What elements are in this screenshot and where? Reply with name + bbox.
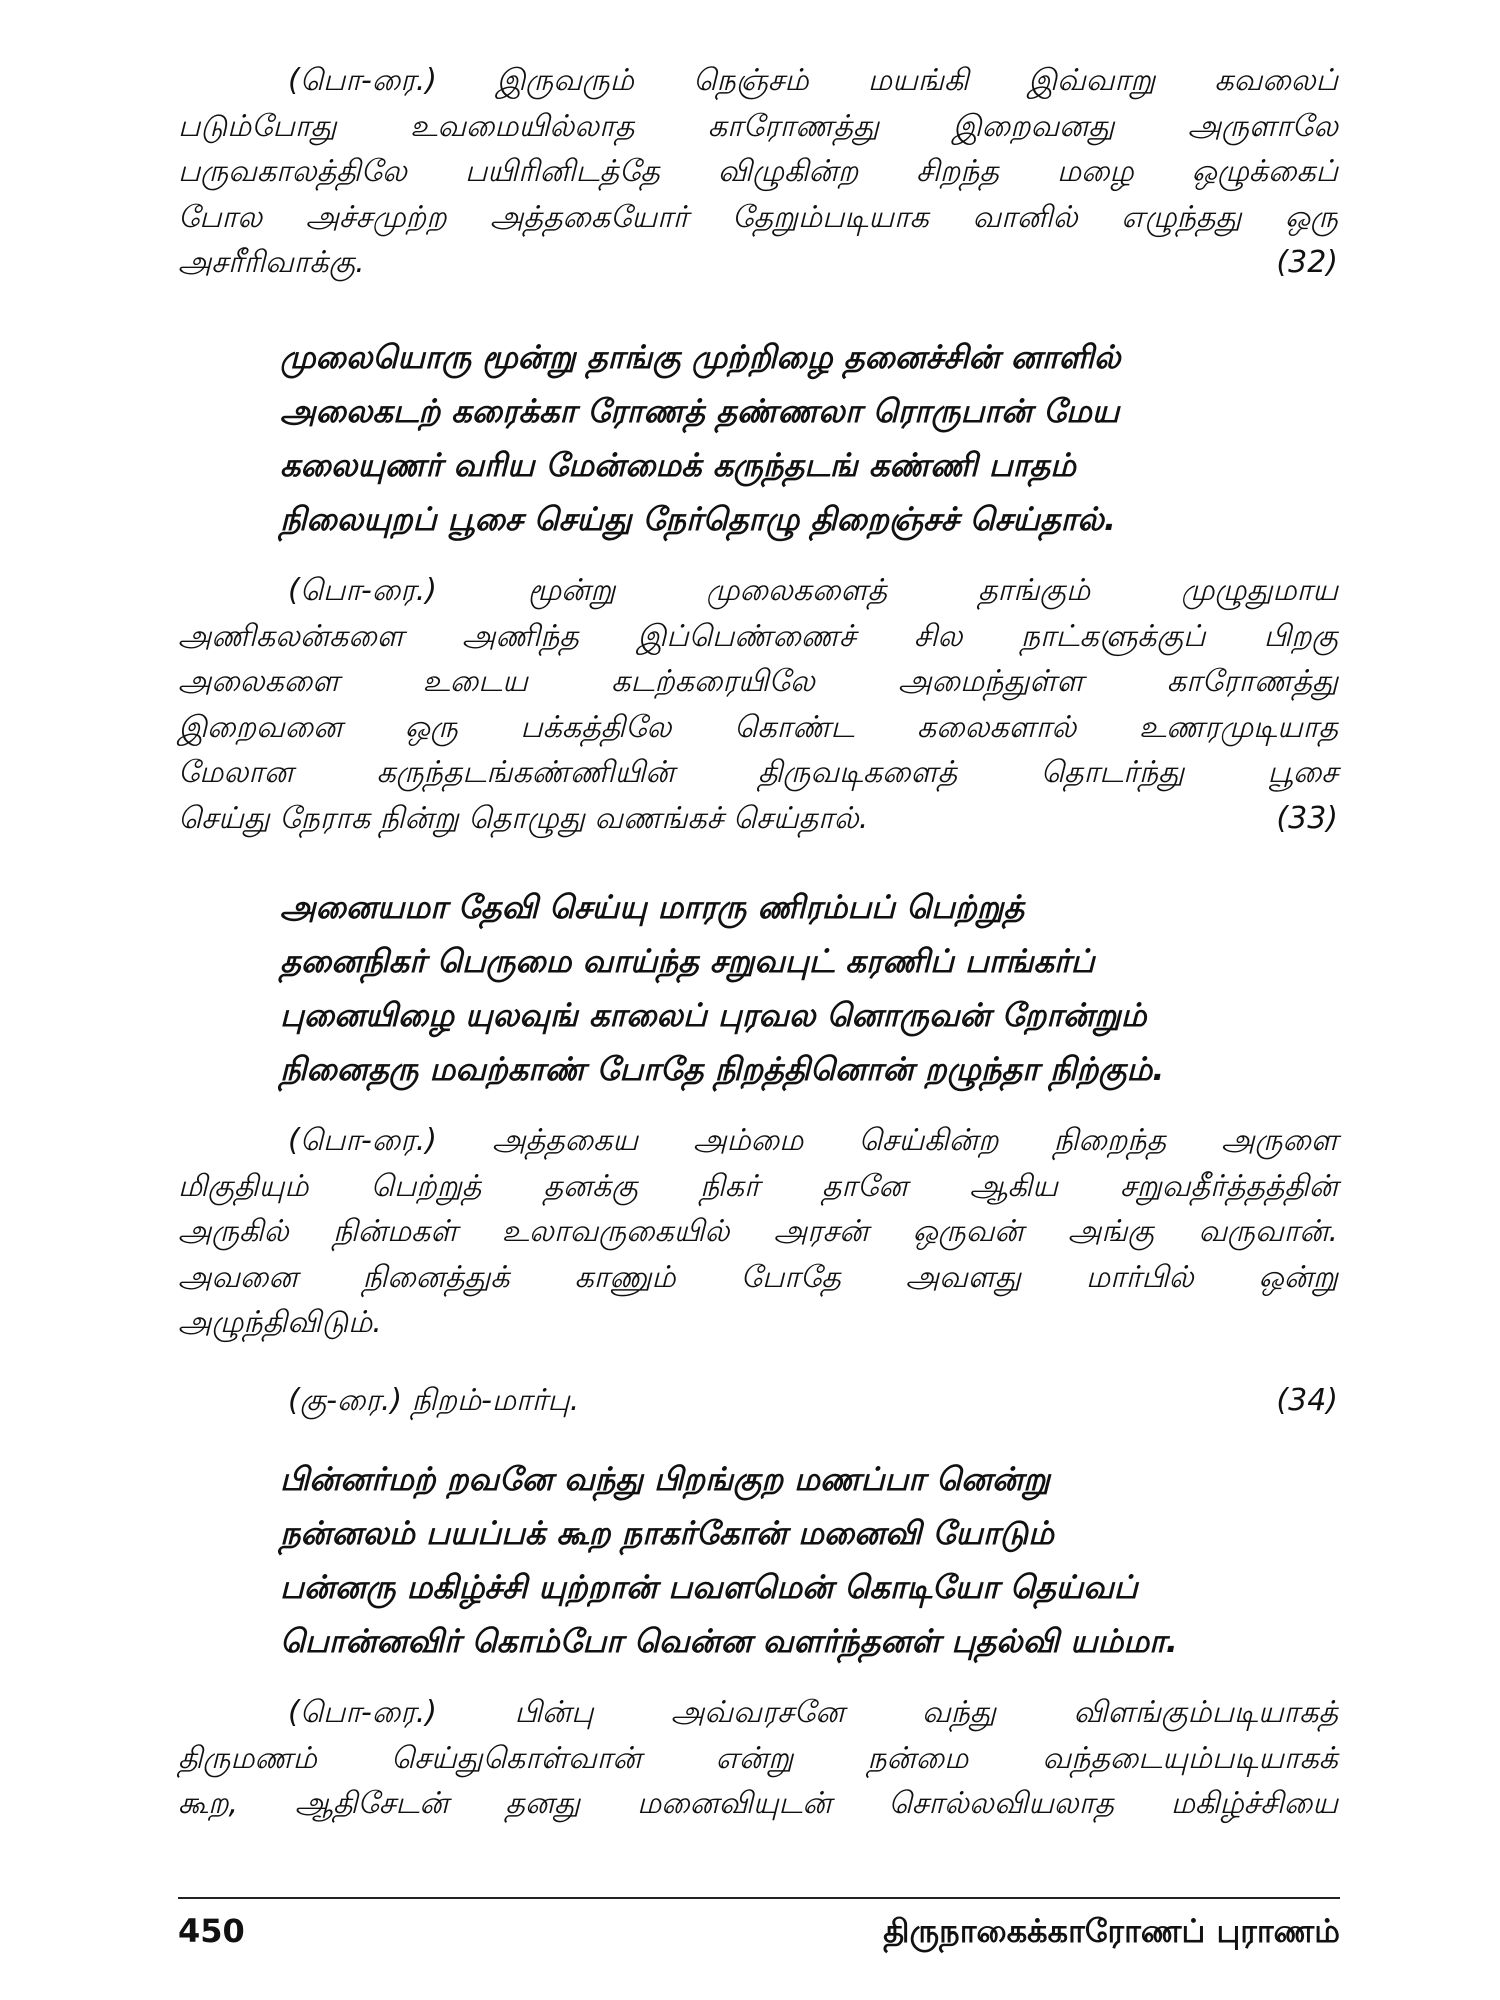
verse-line: பன்னரு மகிழ்ச்சி யுற்றான் பவளமென் கொடியோ தெய்வப்: [280, 1568, 1138, 1606]
verse-34: [280, 880, 1340, 1096]
verse-line: முலையொரு மூன்று தாங்கு முற்றிழை தனைச்சின் னாளில்: [280, 338, 1121, 376]
commentary-paragraph-32: [178, 58, 1338, 286]
commentary-paragraph-35: [178, 1690, 1338, 1827]
paragraph-line: போல அச்சமுற்ற அத்தகையோர் தேறும்படியாக வானில் எழுந்தது ஒரு: [178, 199, 1338, 235]
paragraph-line: (பொ-ரை.) அத்தகைய அம்மை செய்கின்ற நிறைந்த அருளை: [288, 1123, 1338, 1158]
verse-line: கலையுணர் வரிய மேன்மைக் கருந்தடங் கண்ணி பாதம்: [280, 446, 1076, 484]
note-text: (கு-ரை.) நிறம்-மார்பு.: [288, 1383, 580, 1418]
verse-line: தனைநிகர் பெருமை வாய்ந்த சறுவபுட் கரணிப் பாங்கர்ப்: [280, 942, 1095, 980]
short-note: [288, 1383, 1338, 1429]
paragraph-line: படும்போது உவமையில்லாத காரோணத்து இறைவனது அருளாலே: [178, 108, 1338, 144]
paragraph-line: கூற, ஆதிசேடன் தனது மனைவியுடன் சொல்லவியலாத மகிழ்ச்சியை: [178, 1786, 1338, 1821]
paragraph-line: மேலான கருந்தடங்கண்ணியின் திருவடிகளைத் தொடர்ந்து பூசை: [178, 755, 1338, 790]
paragraph-line: அலைகளை உடைய கடற்கரையிலே அமைந்துள்ள காரோணத்து: [178, 664, 1338, 699]
paragraph-line: திருமணம் செய்துகொள்வான் என்று நன்மை வந்தடையும்படியாகக்: [178, 1740, 1338, 1776]
verse-line: நிலையுறப் பூசை செய்து நேர்தொழு திறைஞ்சச் செய்தால்.: [280, 500, 1117, 538]
running-title: திருநாகைக்காரோணப் புராணம்: [883, 1912, 1340, 1950]
verse-33: [280, 330, 1340, 546]
verse-35: [280, 1452, 1340, 1668]
paragraph-line: அவனை நினைத்துக் காணும் போதே அவளது மார்பில் ஒன்று: [178, 1259, 1338, 1295]
paragraph-line: (பொ-ரை.) பின்பு அவ்வரசனே வந்து விளங்கும்படியாகத்: [288, 1695, 1338, 1730]
verse-line: நினைதரு மவற்காண் போதே நிறத்தினொன் றழுந்தா நிற்கும்.: [280, 1050, 1165, 1088]
paragraph-line: அணிகலன்களை அணிந்த இப்பெண்ணைச் சில நாட்களுக்குப் பிறகு: [178, 618, 1338, 654]
verse-number: (32): [1276, 245, 1338, 280]
verse-line: பின்னர்மற் றவனே வந்து பிறங்குற மணப்பா னென்று: [280, 1460, 1050, 1498]
paragraph-line: பருவகாலத்திலே பயிரினிடத்தே விழுகின்ற சிறந்த மழை ஒழுக்கைப்: [178, 154, 1338, 189]
commentary-paragraph-33: [178, 568, 1338, 841]
verse-number: (34): [1276, 1383, 1338, 1418]
paragraph-line: (பொ-ரை.) மூன்று முலைகளைத் தாங்கும் முழுதுமாய: [288, 573, 1338, 608]
verse-line: புனையிழை யுலவுங் காலைப் புரவல னொருவன் றோன்றும்: [280, 996, 1147, 1034]
paragraph-line: இறைவனை ஒரு பக்கத்திலே கொண்ட கலைகளால் உணரமுடியாத: [178, 709, 1338, 745]
paragraph-line: செய்து நேராக நின்று தொழுது வணங்கச் செய்தால்.: [178, 800, 869, 836]
verse-number: (33): [1276, 801, 1338, 836]
paragraph-line: அசரீரிவாக்கு.: [178, 245, 365, 280]
footer-rule: [178, 1897, 1340, 1899]
paragraph-line: (பொ-ரை.) இருவரும் நெஞ்சம் மயங்கி இவ்வாறு கவலைப்: [288, 63, 1338, 98]
verse-line: அலைகடற் கரைக்கா ரோணத் தண்ணலா ரொருபான் மேய: [280, 392, 1120, 430]
verse-line: அனையமா தேவி செய்யு மாரரு ணிரம்பப் பெற்றுத்: [280, 888, 1025, 926]
paragraph-line: மிகுதியும் பெற்றுத் தனக்கு நிகர் தானே ஆகிய சறுவதீர்த்தத்தின்: [178, 1168, 1338, 1204]
page-number: 450: [178, 1912, 245, 1950]
commentary-paragraph-34: [178, 1118, 1338, 1346]
paragraph-line: அருகில் நின்மகள் உலாவருகையில் அரசன் ஒருவன் அங்கு வருவான்.: [178, 1214, 1338, 1249]
paragraph-line: அழுந்திவிடும்.: [178, 1305, 382, 1340]
verse-line: நன்னலம் பயப்பக் கூற நாகர்கோன் மனைவி யோடும்: [280, 1514, 1054, 1552]
verse-line: பொன்னவிர் கொம்போ வென்ன வளர்ந்தனள் புதல்வி யம்மா.: [280, 1622, 1178, 1660]
